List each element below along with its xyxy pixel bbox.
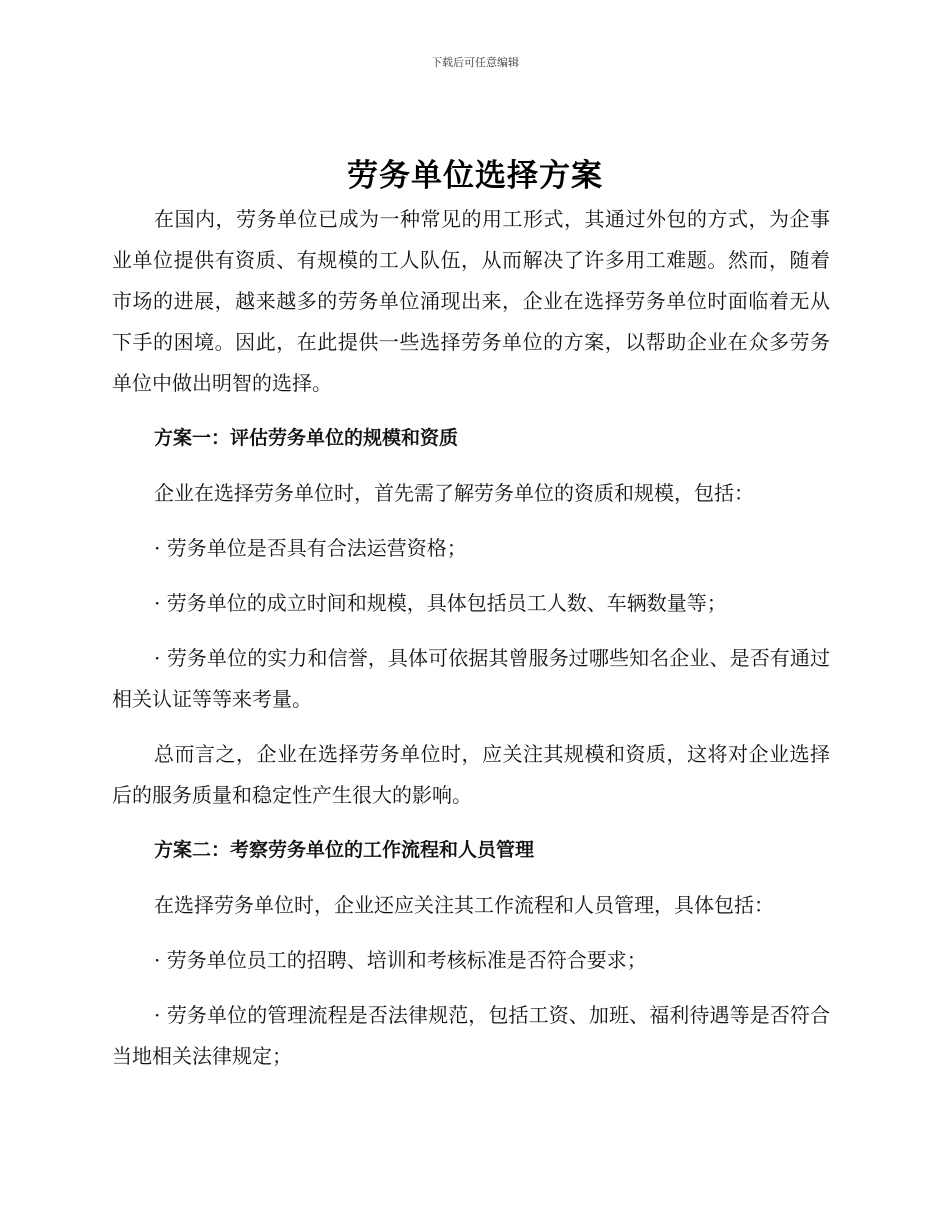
- section-1-summary: 总而言之，企业在选择劳务单位时，应关注其规模和资质，这将对企业选择后的服务质量和稳定性产生很大的影响。: [112, 742, 830, 807]
- section-1-bullet: · 劳务单位是否具有合法运营资格；: [154, 536, 467, 560]
- section-heading-2: 方案二：考察劳务单位的工作流程和人员管理: [154, 839, 535, 861]
- section-2-bullet: · 劳务单位员工的招聘、培训和考核标准是否符合要求；: [154, 948, 647, 972]
- section-1-bullet: · 劳务单位的实力和信誉，具体可依据其曾服务过哪些知名企业、是否有通过相关认证等等来考量。: [112, 646, 830, 711]
- header-note: 下载后可任意编辑: [431, 56, 519, 69]
- intro-paragraph: 在国内，劳务单位已成为一种常见的用工形式，其通过外包的方式，为企事业单位提供有资质、有规模的工人队伍，从而解决了许多用工难题。然而，随着市场的进展，越来越多的劳务单位涌现出来，企业在选择劳务单位时面临着无从下手的困境。因此，在此提供一些选择劳务单位的方案，以帮助企业在众多劳务单位中做出明智的选择。: [112, 207, 830, 395]
- section-heading-1: 方案一：评估劳务单位的规模和资质: [154, 427, 459, 449]
- section-1-bullet: · 劳务单位的成立时间和规模，具体包括员工人数、车辆数量等；: [154, 591, 727, 615]
- document-title: 劳务单位选择方案: [347, 158, 603, 194]
- section-2-bullet: · 劳务单位的管理流程是否法律规范，包括工资、加班、福利待遇等是否符合当地相关法律规定；: [112, 1003, 830, 1068]
- section-1-lead: 企业在选择劳务单位时，首先需了解劳务单位的资质和规模，包括：: [154, 481, 754, 505]
- section-2-lead: 在选择劳务单位时，企业还应关注其工作流程和人员管理，具体包括：: [154, 893, 774, 917]
- document-body: [112, 199, 830, 1091]
